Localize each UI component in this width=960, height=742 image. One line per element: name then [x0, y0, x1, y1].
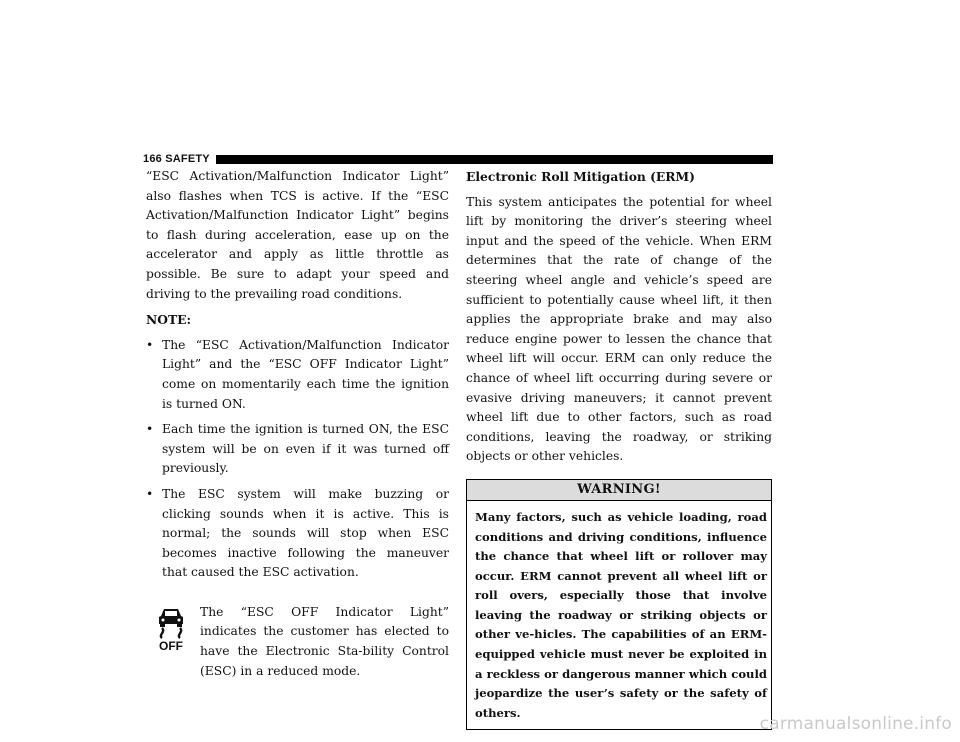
note-item: • The ESC system will make buzzing or clicking sounds when it is active. This is normal; the sounds will stop when ESC becomes inactive following the maneuver that caused the ESC activation.: [146, 485, 449, 583]
section-title: SAFETY: [165, 153, 210, 165]
page-number: 166: [143, 153, 162, 165]
esc-off-indicator-block: [146, 603, 449, 681]
warning-box: [466, 479, 772, 731]
warning-text: Many factors, such as vehicle loading, road conditions and driving conditions, influence the chance that wheel lift or rollover may occur. ERM cannot prevent all wheel lift or roll overs, especially those that involve leaving the roadway or striking objects or other ve-hicles. The capabilities of an ERM-equipped vehicle must never be exploited in a reckless or dangerous manner which could jeopardize the user’s safety or the safety of others.: [475, 509, 767, 720]
esc-off-icon: [155, 605, 187, 651]
left-column: [146, 167, 449, 681]
note-item: • The “ESC Activation/Malfunction Indicator Light” and the “ESC OFF Indicator Light” come on momentarily each time the ignition is turned ON.: [146, 336, 449, 414]
watermark: carmanualsonline.info: [759, 714, 952, 734]
esc-off-icon-label: OFF: [159, 638, 183, 651]
page-header: [143, 152, 773, 166]
page-header-label: [143, 153, 210, 165]
erm-heading: Electronic Roll Mitigation (ERM): [466, 169, 695, 184]
esc-off-indicator-text: The “ESC OFF Indicator Light” indicates the customer has elected to have the Electronic Sta-bility Control (ESC) in a reduced mode.: [200, 604, 449, 678]
note-list: [146, 336, 449, 583]
erm-paragraph: This system anticipates the potential for wheel lift by monitoring the driver’s steering wheel input and the speed of the vehicle. When ERM determines that the rate of change of the steering wheel angle and vehicle’s speed are sufficient to potentially cause wheel lift, it then applies the appropriate brake and may also reduce engine power to lessen the chance that wheel lift will occur. ERM can only reduce the chance of wheel lift occurring during severe or evasive driving maneuvers; it cannot prevent wheel lift due to other factors, such as road conditions, leaving the roadway, or striking objects or other vehicles.: [466, 194, 772, 464]
warning-title: WARNING!: [467, 480, 771, 501]
note-heading: NOTE:: [146, 312, 192, 328]
header-rule: [216, 155, 773, 164]
note-item: • Each time the ignition is turned ON, the ESC system will be on even if it was turned off previously.: [146, 420, 449, 479]
intro-paragraph: “ESC Activation/Malfunction Indicator Light” also flashes when TCS is active. If the “ESC Activation/Malfunction Indicator Light” begins to flash during acceleration, ease up on the accelerator and apply as little throttle as possible. Be sure to adapt your speed and driving to the prevailing road conditions.: [146, 169, 449, 301]
right-column: [466, 167, 772, 730]
